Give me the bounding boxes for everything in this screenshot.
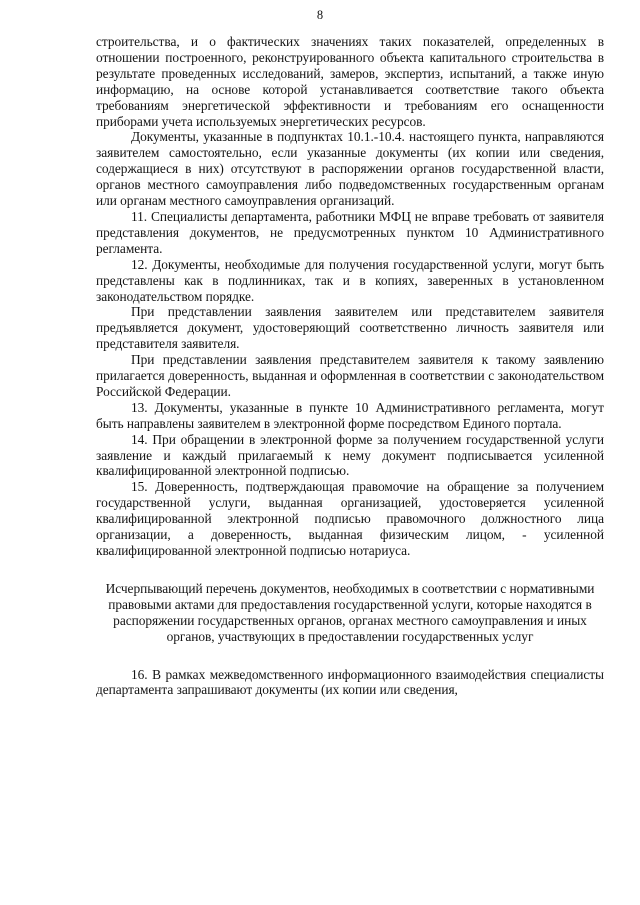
section-heading: Исчерпывающий перечень документов, необходимых в соответствии с нормативными правовыми актами для предоставления государственной услуги, которые находятся в распоряжении государственных органов, органах местного самоуправления и иных органов, участвующих в предоставлении государственных услуг <box>105 580 595 644</box>
paragraph-item-14: 14. При обращении в электронной форме за получением государственной услуги заявление и каждый прилагаемый к нему документ подписывается усиленной квалифицированной электронной подписью. <box>96 431 604 479</box>
paragraph-item-11: 11. Специалисты департамента, работники МФЦ не вправе требовать от заявителя представления документов, не предусмотренных пунктом 10 Административного регламента. <box>96 208 604 256</box>
paragraph-item-13: 13. Документы, указанные в пункте 10 Административного регламента, могут быть направлены заявителем в электронной форме посредством Единого портала. <box>96 399 604 431</box>
paragraph-documents-self-submitted: Документы, указанные в подпунктах 10.1.-10.4. настоящего пункта, направляются заявителем самостоятельно, если указанные документы (их копии или сведения, содержащиеся в них) отсутствуют в распоряжении органов государственной власти, органов местного самоуправления либо подведомственных государственным органам или органам местного самоуправления организаций. <box>96 129 604 209</box>
paragraph-item-12: 12. Документы, необходимые для получения государственной услуги, могут быть представлены как в подлинниках, так и в копиях, заверенных в установленном законодательством порядке. <box>96 256 604 304</box>
paragraph-identity-document: При представлении заявления заявителем или представителем заявителя предъявляется документ, удостоверяющий соответственно личность заявителя или представителя заявителя. <box>96 304 604 352</box>
page-number: 8 <box>316 8 324 22</box>
paragraph-power-of-attorney: При представлении заявления представителем заявителя к такому заявлению прилагается доверенность, выданная и оформленная в соответствии с законодательством Российской Федерации. <box>96 352 604 399</box>
paragraph-continuation: строительства, и о фактических значениях таких показателей, определенных в отношении построенного, реконструированного объекта капитального строительства в результате проведенных исследований, замеров, экспертиз, испытаний, а также иную информацию, на основе которой устанавливается соответствие такого объекта требованиям энергетической эффективности и требованиям его оснащенности приборами учета используемых энергетических ресурсов. <box>96 34 604 129</box>
paragraph-item-15: 15. Доверенность, подтверждающая правомочие на обращение за получением государственной услуги, выданная организацией, удостоверяется усиленной квалифицированной электронной подписью правомочного должностного лица организации, а доверенность, выданная физическим лицом, - усиленной квалифицированной электронной подписью нотариуса. <box>96 479 604 558</box>
document-body <box>96 34 604 698</box>
paragraph-item-16: 16. В рамках межведомственного информационного взаимодействия специалисты департамента запрашивают документы (их копии или сведения, <box>96 666 604 698</box>
